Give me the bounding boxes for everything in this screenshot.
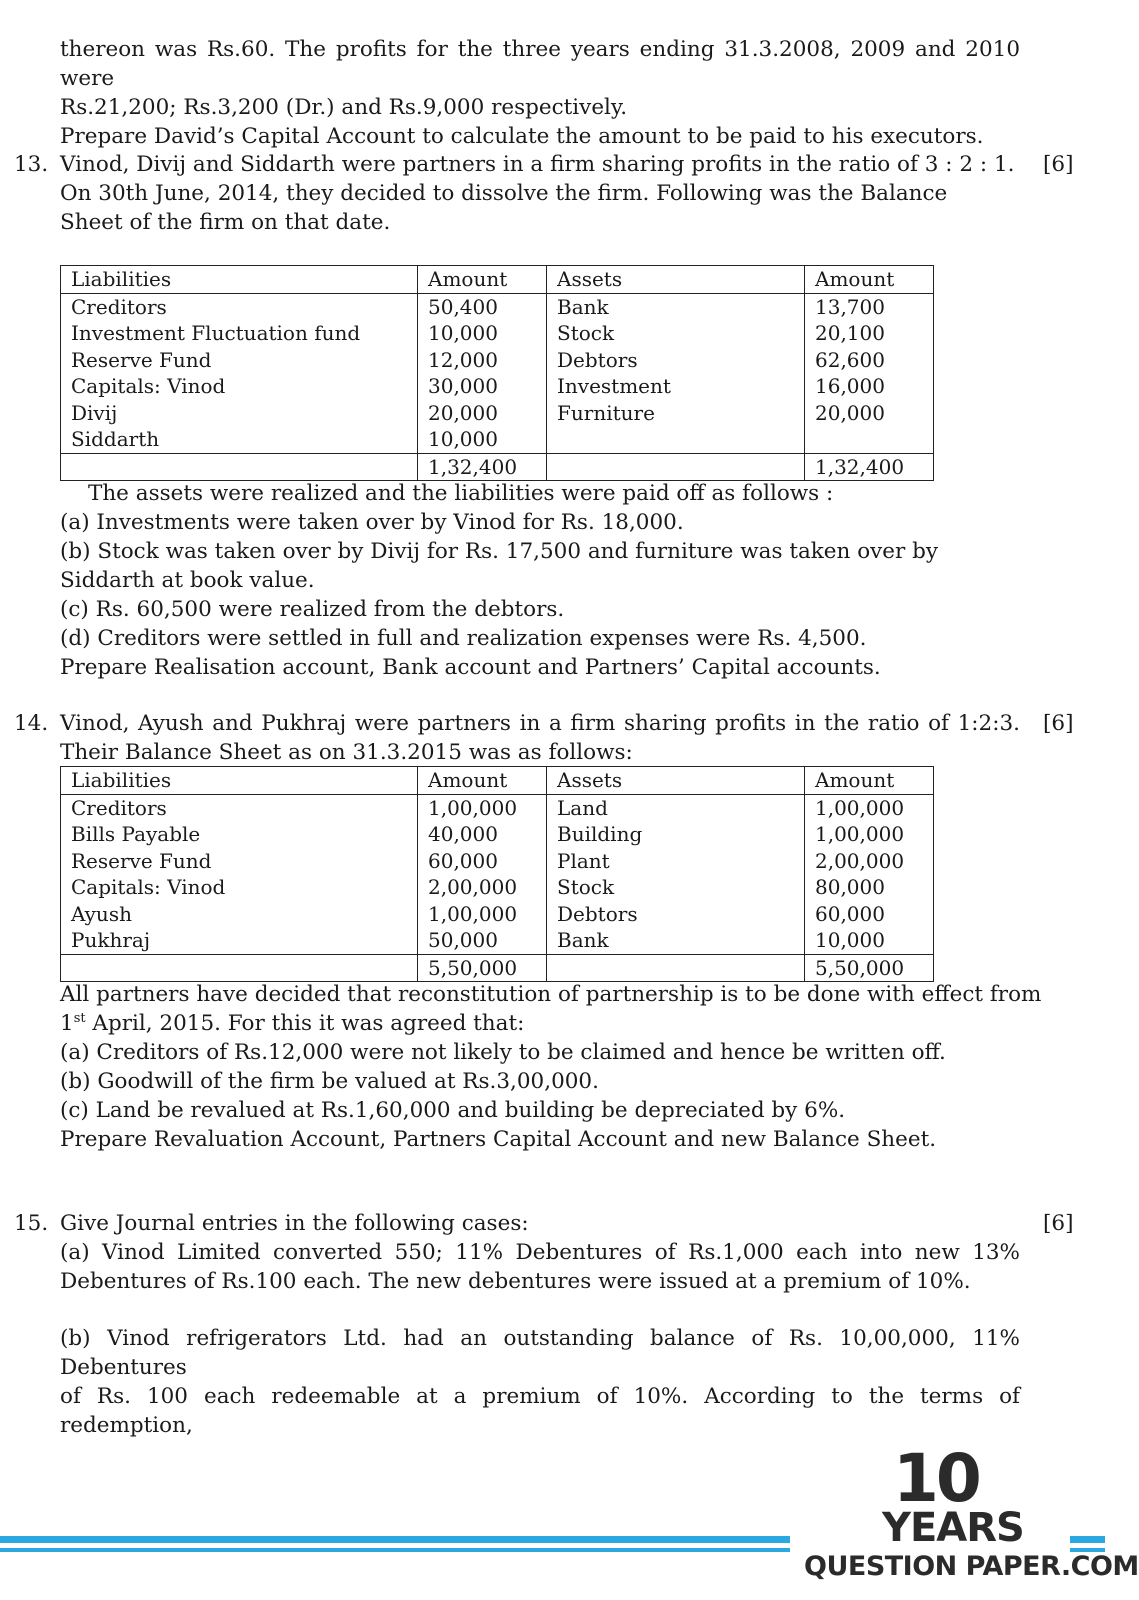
intro-line: Prepare David’s Capital Account to calculate the amount to be paid to his executors. (60, 124, 984, 149)
date-day: 1 (60, 1011, 74, 1036)
cell (547, 954, 805, 982)
question-line: (a) Investments were taken over by Vinod for Rs. 18,000. (60, 510, 684, 535)
question-line: (d) Creditors were settled in full and realization expenses were Rs. 4,500. (60, 626, 867, 651)
total-assets: 5,50,000 (805, 954, 934, 982)
cell: Bank (547, 927, 805, 954)
question-14-text (60, 709, 1020, 767)
cell: Creditors (61, 794, 418, 821)
table-row (61, 794, 934, 821)
table-header-row (61, 767, 934, 795)
table-row (61, 874, 934, 901)
intro-text (60, 35, 1020, 151)
cell: 16,000 (805, 373, 934, 400)
cell: 60,000 (805, 901, 934, 928)
balance-sheet-13 (60, 265, 934, 481)
question-line: Debentures of Rs.100 each. The new debentures were issued at a premium of 10%. (60, 1269, 971, 1294)
cell: Bills Payable (61, 821, 418, 848)
question-line: (a) Vinod Limited converted 550; 11% Debentures of Rs.1,000 each into new 13% (60, 1240, 1020, 1265)
question-line: of Rs. 100 each redeemable at a premium of 10%. According to the terms of redemption, (60, 1384, 1020, 1438)
logo-years: YEARS (882, 1505, 1024, 1551)
cell (805, 426, 934, 453)
table-row (61, 821, 934, 848)
question-line: Vinod, Divij and Siddarth were partners in a firm sharing profits in the ratio of 3 : 2 : 1. (60, 152, 1015, 177)
cell: 1,00,000 (418, 901, 547, 928)
table-header-row (61, 266, 934, 294)
cell: Divij (61, 400, 418, 427)
logo-stripe (0, 1536, 790, 1543)
table-row (61, 347, 934, 374)
cell: Land (547, 794, 805, 821)
cell: 30,000 (418, 373, 547, 400)
cell: 13,700 (805, 293, 934, 320)
logo-stripe (0, 1548, 790, 1552)
cell: 1,00,000 (805, 794, 934, 821)
cell: 2,00,000 (805, 848, 934, 875)
total-liabilities: 5,50,000 (418, 954, 547, 982)
cell: Reserve Fund (61, 848, 418, 875)
question-14-details (60, 980, 1042, 1154)
cell: Plant (547, 848, 805, 875)
cell: 20,000 (418, 400, 547, 427)
header-amount: Amount (805, 266, 934, 294)
cell: Capitals: Vinod (61, 874, 418, 901)
question-14-marks: [6] (1043, 711, 1074, 736)
header-liabilities: Liabilities (61, 266, 418, 294)
logo-stripe (1070, 1536, 1105, 1543)
question-line: All partners have decided that reconstitution of partnership is to be done with effect from (60, 982, 1042, 1007)
header-amount: Amount (418, 767, 547, 795)
cell: 10,000 (805, 927, 934, 954)
cell: Siddarth (61, 426, 418, 453)
cell: 40,000 (418, 821, 547, 848)
table-total-row (61, 453, 934, 481)
question-line: (a) Creditors of Rs.12,000 were not likely to be claimed and hence be written off. (60, 1040, 946, 1065)
cell: 80,000 (805, 874, 934, 901)
total-liabilities: 1,32,400 (418, 453, 547, 481)
table-row (61, 320, 934, 347)
cell: Capitals: Vinod (61, 373, 418, 400)
question-line: Siddarth at book value. (60, 568, 315, 593)
question-line: Give Journal entries in the following cases: (60, 1211, 529, 1236)
cell: Investment Fluctuation fund (61, 320, 418, 347)
question-line: On 30th June, 2014, they decided to dissolve the firm. Following was the Balance (60, 181, 948, 206)
cell: 50,000 (418, 927, 547, 954)
question-line: (c) Land be revalued at Rs.1,60,000 and building be depreciated by 6%. (60, 1098, 846, 1123)
cell: Bank (547, 293, 805, 320)
question-line: Vinod, Ayush and Pukhraj were partners in a firm sharing profits in the ratio of 1:2:3. (60, 711, 1020, 736)
header-assets: Assets (547, 767, 805, 795)
question-15-part-b (60, 1324, 1020, 1440)
cell: 10,000 (418, 320, 547, 347)
cell: Reserve Fund (61, 347, 418, 374)
cell: 2,00,000 (418, 874, 547, 901)
site-logo (0, 1440, 1139, 1600)
date-rest: April, 2015. For this it was agreed that: (85, 1011, 525, 1036)
header-amount: Amount (418, 266, 547, 294)
question-13-marks: [6] (1043, 152, 1074, 177)
question-line: The assets were realized and the liabilities were paid off as follows : (88, 481, 834, 506)
question-line: (b) Vinod refrigerators Ltd. had an outstanding balance of Rs. 10,00,000, 11% Debentures (60, 1326, 1020, 1380)
header-amount: Amount (805, 767, 934, 795)
cell: Creditors (61, 293, 418, 320)
cell: 50,400 (418, 293, 547, 320)
cell: 60,000 (418, 848, 547, 875)
date-suffix: st (73, 1010, 86, 1026)
table-total-row (61, 954, 934, 982)
table-row (61, 901, 934, 928)
question-13-text (60, 150, 1020, 237)
cell: Building (547, 821, 805, 848)
question-line: (c) Rs. 60,500 were realized from the debtors. (60, 597, 565, 622)
question-line: Prepare Realisation account, Bank account and Partners’ Capital accounts. (60, 655, 881, 680)
cell: Ayush (61, 901, 418, 928)
cell: 20,100 (805, 320, 934, 347)
total-assets: 1,32,400 (805, 453, 934, 481)
cell (547, 426, 805, 453)
cell: 20,000 (805, 400, 934, 427)
cell: Stock (547, 320, 805, 347)
cell: 1,00,000 (805, 821, 934, 848)
question-15-text (60, 1209, 1020, 1296)
logo-number: 10 (893, 1440, 979, 1517)
cell: 1,00,000 (418, 794, 547, 821)
cell: 12,000 (418, 347, 547, 374)
cell (547, 453, 805, 481)
cell: Pukhraj (61, 927, 418, 954)
question-13-details (60, 479, 1020, 682)
question-line: Their Balance Sheet as on 31.3.2015 was as follows: (60, 740, 633, 765)
table-row (61, 293, 934, 320)
cell: Debtors (547, 347, 805, 374)
table-row (61, 373, 934, 400)
question-line: Prepare Revaluation Account, Partners Capital Account and new Balance Sheet. (60, 1127, 937, 1152)
question-line: Sheet of the firm on that date. (60, 210, 391, 235)
question-13-number: 13. (14, 152, 49, 177)
cell: 10,000 (418, 426, 547, 453)
cell (61, 954, 418, 982)
cell: Furniture (547, 400, 805, 427)
balance-sheet-14 (60, 766, 934, 982)
table-row (61, 400, 934, 427)
question-line (60, 1009, 1020, 1038)
header-assets: Assets (547, 266, 805, 294)
question-line: (b) Stock was taken over by Divij for Rs. 17,500 and furniture was taken over by (60, 539, 939, 564)
cell: 62,600 (805, 347, 934, 374)
intro-line: thereon was Rs.60. The profits for the three years ending 31.3.2008, 2009 and 2010 were (60, 37, 1020, 91)
question-15-number: 15. (14, 1211, 49, 1236)
table-row (61, 848, 934, 875)
header-liabilities: Liabilities (61, 767, 418, 795)
cell (61, 453, 418, 481)
table-row (61, 426, 934, 453)
cell: Debtors (547, 901, 805, 928)
logo-site-name: QUESTION PAPER.COM (804, 1551, 1139, 1582)
question-15-marks: [6] (1043, 1211, 1074, 1236)
cell: Investment (547, 373, 805, 400)
cell: Stock (547, 874, 805, 901)
intro-line: Rs.21,200; Rs.3,200 (Dr.) and Rs.9,000 respectively. (60, 95, 628, 120)
question-14-number: 14. (14, 711, 49, 736)
question-line: (b) Goodwill of the firm be valued at Rs.3,00,000. (60, 1069, 599, 1094)
table-row (61, 927, 934, 954)
